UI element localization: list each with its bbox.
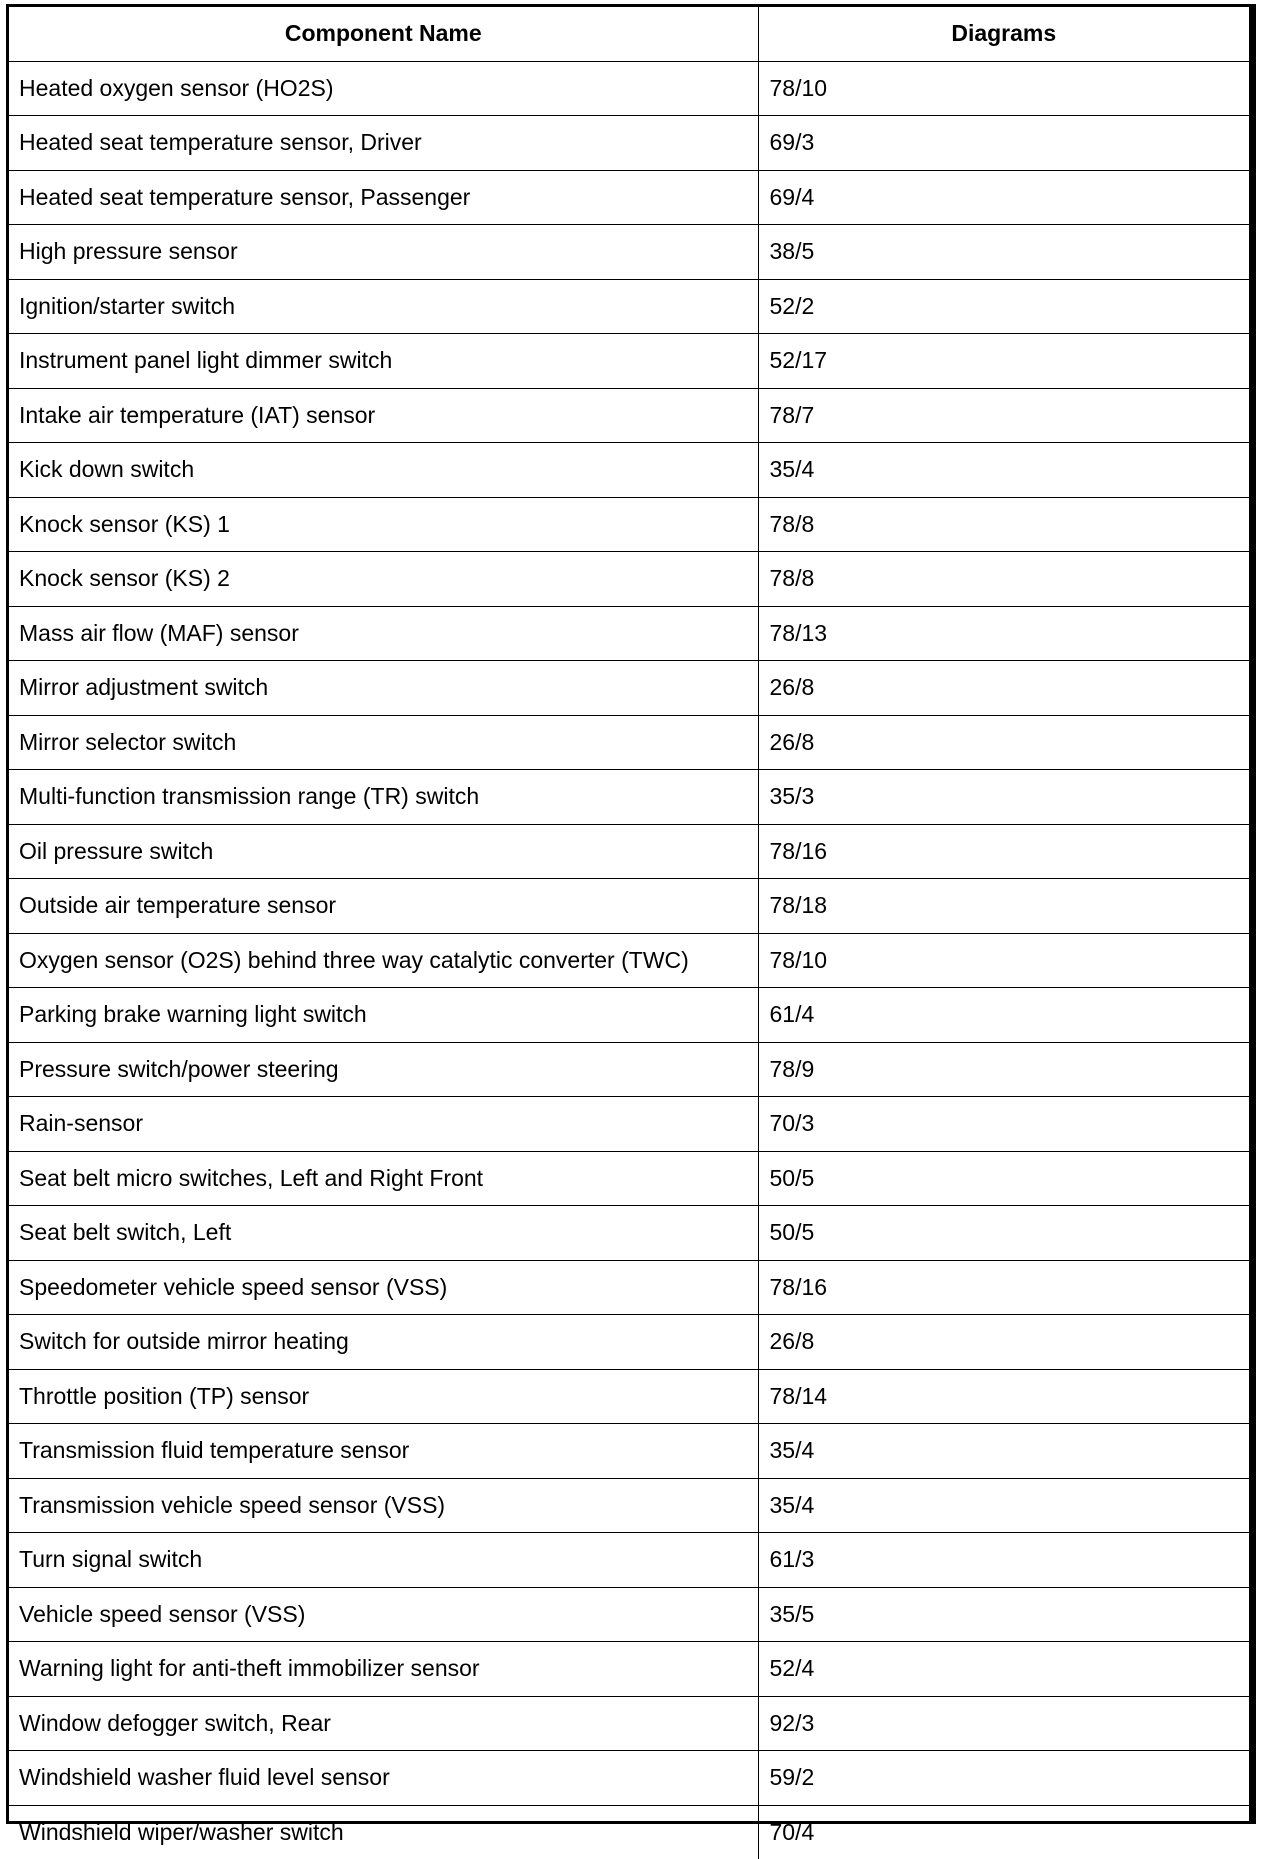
component-name-cell: Window defogger switch, Rear (9, 1696, 758, 1751)
component-name-cell: Throttle position (TP) sensor (9, 1369, 758, 1424)
table-row (9, 1424, 1249, 1479)
diagram-reference-cell: 35/4 (758, 1424, 1249, 1479)
component-name-cell: Speedometer vehicle speed sensor (VSS) (9, 1260, 758, 1315)
diagram-reference-cell: 59/2 (758, 1751, 1249, 1806)
diagram-reference-cell: 35/4 (758, 1478, 1249, 1533)
table-row (9, 116, 1249, 171)
table-row (9, 1260, 1249, 1315)
component-name-cell: Knock sensor (KS) 1 (9, 497, 758, 552)
component-name-cell: Rain-sensor (9, 1097, 758, 1152)
diagram-reference-cell: 26/8 (758, 661, 1249, 716)
component-name-cell: Intake air temperature (IAT) sensor (9, 388, 758, 443)
table-row (9, 279, 1249, 334)
table-row (9, 1805, 1249, 1859)
table-row (9, 1315, 1249, 1370)
table-row (9, 1097, 1249, 1152)
component-name-cell: Seat belt switch, Left (9, 1206, 758, 1261)
component-name-cell: Seat belt micro switches, Left and Right Front (9, 1151, 758, 1206)
diagram-reference-cell: 69/4 (758, 170, 1249, 225)
table-row (9, 170, 1249, 225)
component-name-cell: Outside air temperature sensor (9, 879, 758, 934)
component-name-cell: Vehicle speed sensor (VSS) (9, 1587, 758, 1642)
diagram-reference-cell: 78/10 (758, 933, 1249, 988)
table-row (9, 334, 1249, 389)
diagram-reference-cell: 78/9 (758, 1042, 1249, 1097)
diagram-reference-cell: 26/8 (758, 1315, 1249, 1370)
diagram-reference-cell: 70/4 (758, 1805, 1249, 1859)
component-name-cell: Knock sensor (KS) 2 (9, 552, 758, 607)
diagram-reference-cell: 78/10 (758, 61, 1249, 116)
component-name-cell: Warning light for anti-theft immobilizer sensor (9, 1642, 758, 1697)
component-name-cell: Multi-function transmission range (TR) switch (9, 770, 758, 825)
table-row (9, 1696, 1249, 1751)
diagram-reference-cell: 78/8 (758, 497, 1249, 552)
table-row (9, 1642, 1249, 1697)
diagram-reference-cell: 35/5 (758, 1587, 1249, 1642)
diagram-reference-cell: 52/4 (758, 1642, 1249, 1697)
diagram-reference-cell: 78/16 (758, 824, 1249, 879)
diagram-reference-cell: 78/18 (758, 879, 1249, 934)
component-name-cell: Heated seat temperature sensor, Passenger (9, 170, 758, 225)
component-name-cell: Pressure switch/power steering (9, 1042, 758, 1097)
component-name-cell: Oil pressure switch (9, 824, 758, 879)
table-row (9, 1206, 1249, 1261)
table-row (9, 879, 1249, 934)
component-name-cell: Kick down switch (9, 443, 758, 498)
table-row (9, 1478, 1249, 1533)
table-body (9, 61, 1249, 1859)
diagram-reference-cell: 50/5 (758, 1206, 1249, 1261)
table-row (9, 225, 1249, 280)
component-table-frame (6, 4, 1256, 1845)
component-name-cell: Transmission fluid temperature sensor (9, 1424, 758, 1479)
diagram-reference-cell: 26/8 (758, 715, 1249, 770)
component-name-cell: Heated seat temperature sensor, Driver (9, 116, 758, 171)
component-name-cell: Transmission vehicle speed sensor (VSS) (9, 1478, 758, 1533)
component-name-cell: Windshield washer fluid level sensor (9, 1751, 758, 1806)
component-name-cell: Mirror adjustment switch (9, 661, 758, 716)
table-row (9, 443, 1249, 498)
diagram-reference-cell: 35/4 (758, 443, 1249, 498)
component-name-cell: Heated oxygen sensor (HO2S) (9, 61, 758, 116)
table-row (9, 552, 1249, 607)
diagram-reference-cell: 78/8 (758, 552, 1249, 607)
table-row (9, 388, 1249, 443)
table-row (9, 61, 1249, 116)
table-row (9, 1151, 1249, 1206)
diagram-reference-cell: 78/13 (758, 606, 1249, 661)
component-name-cell: Switch for outside mirror heating (9, 1315, 758, 1370)
table-row (9, 1042, 1249, 1097)
diagram-reference-cell: 69/3 (758, 116, 1249, 171)
table-row (9, 497, 1249, 552)
table-row (9, 1369, 1249, 1424)
diagram-reference-cell: 70/3 (758, 1097, 1249, 1152)
table-row (9, 1587, 1249, 1642)
header-component-name: Component Name (9, 7, 758, 61)
diagram-reference-cell: 78/14 (758, 1369, 1249, 1424)
table-header-row (9, 7, 1249, 61)
diagram-reference-cell: 38/5 (758, 225, 1249, 280)
table-row (9, 770, 1249, 825)
table-row (9, 933, 1249, 988)
component-name-cell: Mass air flow (MAF) sensor (9, 606, 758, 661)
diagram-reference-cell: 61/4 (758, 988, 1249, 1043)
component-name-cell: Instrument panel light dimmer switch (9, 334, 758, 389)
header-diagrams: Diagrams (758, 7, 1249, 61)
diagram-reference-cell: 52/2 (758, 279, 1249, 334)
diagram-reference-cell: 92/3 (758, 1696, 1249, 1751)
diagram-reference-cell: 61/3 (758, 1533, 1249, 1588)
diagram-reference-cell: 50/5 (758, 1151, 1249, 1206)
component-name-cell: Ignition/starter switch (9, 279, 758, 334)
component-diagram-table (9, 7, 1249, 1859)
component-name-cell: Oxygen sensor (O2S) behind three way catalytic converter (TWC) (9, 933, 758, 988)
component-name-cell: Mirror selector switch (9, 715, 758, 770)
table-row (9, 988, 1249, 1043)
diagram-reference-cell: 35/3 (758, 770, 1249, 825)
table-row (9, 606, 1249, 661)
table-row (9, 1533, 1249, 1588)
table-row (9, 824, 1249, 879)
table-row (9, 661, 1249, 716)
component-name-cell: Turn signal switch (9, 1533, 758, 1588)
diagram-reference-cell: 78/7 (758, 388, 1249, 443)
component-name-cell: Windshield wiper/washer switch (9, 1805, 758, 1859)
diagram-reference-cell: 78/16 (758, 1260, 1249, 1315)
diagram-reference-cell: 52/17 (758, 334, 1249, 389)
component-name-cell: Parking brake warning light switch (9, 988, 758, 1043)
table-row (9, 1751, 1249, 1806)
component-name-cell: High pressure sensor (9, 225, 758, 280)
table-row (9, 715, 1249, 770)
